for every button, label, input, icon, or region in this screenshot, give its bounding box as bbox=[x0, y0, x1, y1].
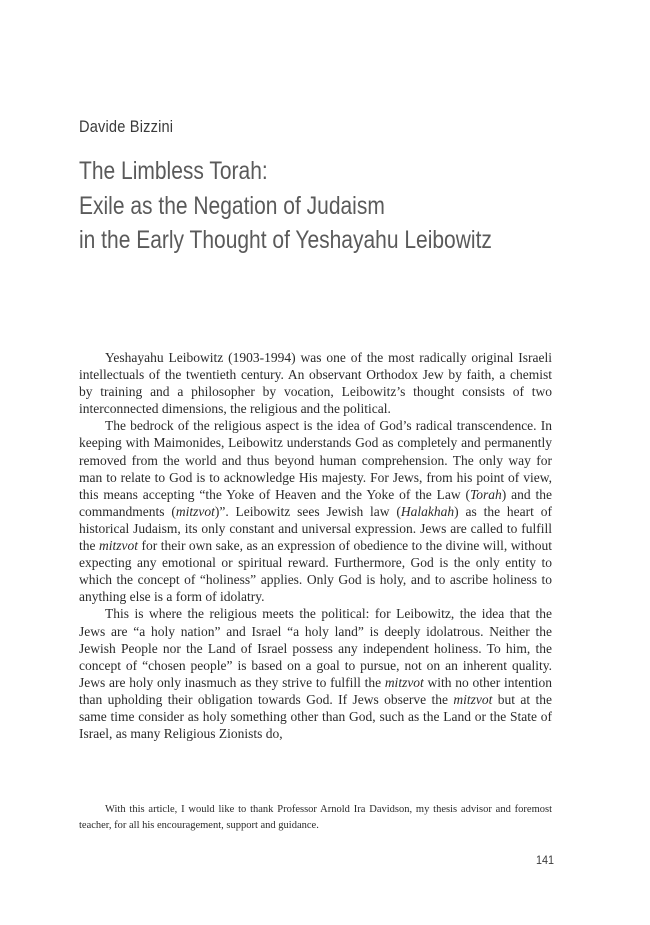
text-run: ) and the commandments ( bbox=[79, 486, 553, 519]
text-run: with no other intention than upholding their obligation towards God. If Jews observe the bbox=[79, 674, 553, 707]
body-paragraph-1: Yeshayahu Leibowitz (1903-1994) was one of the most radically original Israeli intellectuals of the twentieth century. An observant Orthodox Jew by faith, a chemist by training and a philosopher by vocation, Leibowitz’s thought consists of two interconnected dimensions, the religious and the political. bbox=[79, 350, 552, 417]
article-body bbox=[79, 349, 552, 742]
article-title bbox=[79, 154, 549, 258]
body-paragraph-3 bbox=[79, 605, 552, 742]
text-run: )”. Leibowitz sees Jewish law ( bbox=[214, 503, 401, 519]
body-paragraph-2 bbox=[79, 417, 552, 605]
italic-term: mitzvot bbox=[175, 503, 215, 519]
italic-term: Halakhah bbox=[400, 503, 455, 519]
text-run: but at the same time consider as holy something other than God, such as the Land or the State of Israel, as many Religious Zionists do, bbox=[79, 691, 552, 742]
page-number: 141 bbox=[536, 853, 555, 867]
text-run: The bedrock of the religious aspect is the idea of God’s radical transcendence. In keeping with Maimonides, Leibowitz understands God as completely and permanently removed from the world and thus beyond human comprehension. The only way for man to relate to God is to acknowledge His majesty. For Jews, from his point of view, this means accepting “the Yoke of Heaven and the Yoke of the Law ( bbox=[79, 418, 552, 502]
article-author: Davide Bizzini bbox=[79, 117, 174, 136]
text-run: This is where the religious meets the political: for Leibowitz, the idea that the Jews are “a holy nation” and Israel “a holy land” is deeply idolatrous. Neither the Jewish People nor the Land of Israel possess any independent holiness. To him, the concept of “chosen people” is based on a goal to pursue, not on an inherent quality. Jews are holy only inasmuch as they strive to fulfill the bbox=[79, 606, 552, 690]
italic-term: mitzvot bbox=[98, 538, 138, 554]
title-line-3: in the Early Thought of Yeshayahu Leibowitz bbox=[79, 226, 492, 254]
italic-term: mitzvot bbox=[453, 691, 493, 707]
text-run: for their own sake, as an expression of obedience to the divine will, without expecting any emotional or spiritual reward. Furthermore, God is the only entity to which the concept of “holiness” applies. Only God is holy, and to ascribe holiness to anything else is a form of idolatry. bbox=[79, 538, 552, 605]
italic-term: mitzvot bbox=[384, 674, 424, 690]
title-line-2: Exile as the Negation of Judaism bbox=[79, 191, 385, 220]
footnote: With this article, I would like to thank Professor Arnold Ira Davidson, my thesis advisor and foremost teacher, for all his encouragement, support and guidance. bbox=[79, 804, 552, 831]
text-run: ) as the heart of historical Judaism, its only constant and universal expression. Jews are called to fulfill the bbox=[79, 503, 552, 554]
italic-term: Torah bbox=[470, 486, 502, 502]
title-line-1: The Limbless Torah: bbox=[79, 157, 268, 185]
